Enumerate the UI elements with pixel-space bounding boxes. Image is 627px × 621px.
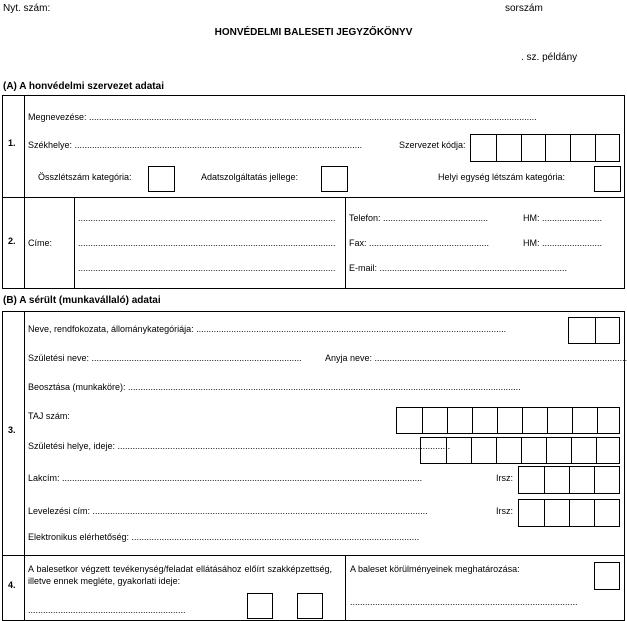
nyt-szam-label: Nyt. szám: <box>3 3 51 14</box>
szervezet-kodja-cells[interactable] <box>470 134 620 162</box>
taj-cells[interactable] <box>396 407 620 434</box>
row-number-4: 4. <box>8 580 16 590</box>
korulmenyek-label: A baleset körülményeinek meghatározása: <box>350 564 520 574</box>
helyi-egyseg-checkbox[interactable] <box>594 166 621 192</box>
osszletszam-label: Összlétszám kategória: <box>38 172 132 182</box>
szakkepzettseg-checkbox-1[interactable] <box>247 593 273 619</box>
osszletszam-checkbox[interactable] <box>148 166 175 192</box>
row-number-3: 3. <box>8 425 16 435</box>
megnevezese-field[interactable]: Megnevezése: ................................................................................................................................................................................... <box>28 112 537 122</box>
irsz-label-2: Irsz: <box>496 506 513 516</box>
row-number-2: 2. <box>8 236 16 246</box>
elektronikus-elerhetoseg-field[interactable]: Elektronikus elérhetőség: ................................................................................................................... <box>28 532 420 542</box>
anyja-neve-field[interactable]: Anyja neve: ..................................................................................................... <box>325 353 627 363</box>
row-number-1: 1. <box>8 138 16 148</box>
korulmenyek-field[interactable]: ........................................................................................... <box>350 597 578 607</box>
row4-divider <box>345 555 346 621</box>
section-a-title: (A) A honvédelmi szervezet adatai <box>3 81 164 92</box>
peldany-label: . sz. példány <box>521 52 578 63</box>
szakkepzettseg-field[interactable]: ............................................................... <box>28 605 186 615</box>
section-a-row-divider <box>2 197 625 198</box>
szakkepzettseg-label: A balesetkor végzett tevékenység/feladat ellátásához előírt szakképzettség, illetve ennek megléte, gyakorlati ideje: <box>28 564 332 586</box>
hm-field-1[interactable]: HM: ........................ <box>523 213 603 223</box>
irsz-label-1: Irsz: <box>496 473 513 483</box>
cime-line-2[interactable]: ....................................................................................................... <box>78 238 336 248</box>
section-a-table <box>2 95 625 289</box>
email-field[interactable]: E-mail: ........................................................................... <box>349 263 568 273</box>
cime-line-1[interactable]: ....................................................................................................... <box>78 213 336 223</box>
sorszam-label: sorszám <box>505 3 543 14</box>
neve-field[interactable]: Neve, rendfokozata, állománykategóriája: ............................................................................................................................ <box>28 324 507 334</box>
levelezesi-irsz-cells[interactable] <box>518 499 620 527</box>
telefon-field[interactable]: Telefon: .......................................... <box>349 213 489 223</box>
cime-line-3[interactable]: ....................................................................................................... <box>78 263 336 273</box>
korulmenyek-checkbox[interactable] <box>594 562 620 590</box>
page-title: HONVÉDELMI BALESETI JEGYZŐKÖNYV <box>214 27 413 38</box>
szervezet-kodja-label: Szervezet kódja: <box>399 140 466 150</box>
szuletesi-helye-field[interactable]: Születési helye, ideje: ..................................................................................................................................... <box>28 441 451 451</box>
hm-field-2[interactable]: HM: ........................ <box>523 238 603 248</box>
taj-label: TAJ szám: <box>28 411 70 421</box>
helyi-egyseg-label: Helyi egység létszám kategória: <box>438 172 566 182</box>
cime-divider <box>74 197 75 289</box>
fax-field[interactable]: Fax: ................................................ <box>349 238 490 248</box>
szekhelye-field[interactable]: Székhelye: ................................................................................................................... <box>28 140 363 150</box>
adatszolgaltatas-checkbox[interactable] <box>321 166 348 192</box>
section-a-num-divider <box>24 95 25 289</box>
contact-divider <box>345 197 346 289</box>
levelezesi-cim-field[interactable]: Levelezési cím: ...................................................................................................................................... <box>28 506 428 516</box>
lakcim-field[interactable]: Lakcím: ................................................................................................................................................ <box>28 473 423 483</box>
beosztasa-field[interactable]: Beosztása (munkaköre): ............................................................................................................................................................. <box>28 382 521 392</box>
szuletesi-neve-field[interactable]: Születési neve: .................................................................................... <box>28 353 302 363</box>
section-b-row-divider <box>2 555 625 556</box>
neve-cells[interactable] <box>568 317 620 344</box>
section-b-num-divider <box>24 311 25 621</box>
lakcim-irsz-cells[interactable] <box>518 466 620 494</box>
adatszolgaltatas-label: Adatszolgáltatás jellege: <box>201 172 299 182</box>
szuletesi-ideje-cells[interactable] <box>420 437 620 464</box>
szakkepzettseg-checkbox-2[interactable] <box>297 593 323 619</box>
section-b-title: (B) A sérült (munkavállaló) adatai <box>3 295 161 306</box>
cime-label: Címe: <box>28 238 53 248</box>
